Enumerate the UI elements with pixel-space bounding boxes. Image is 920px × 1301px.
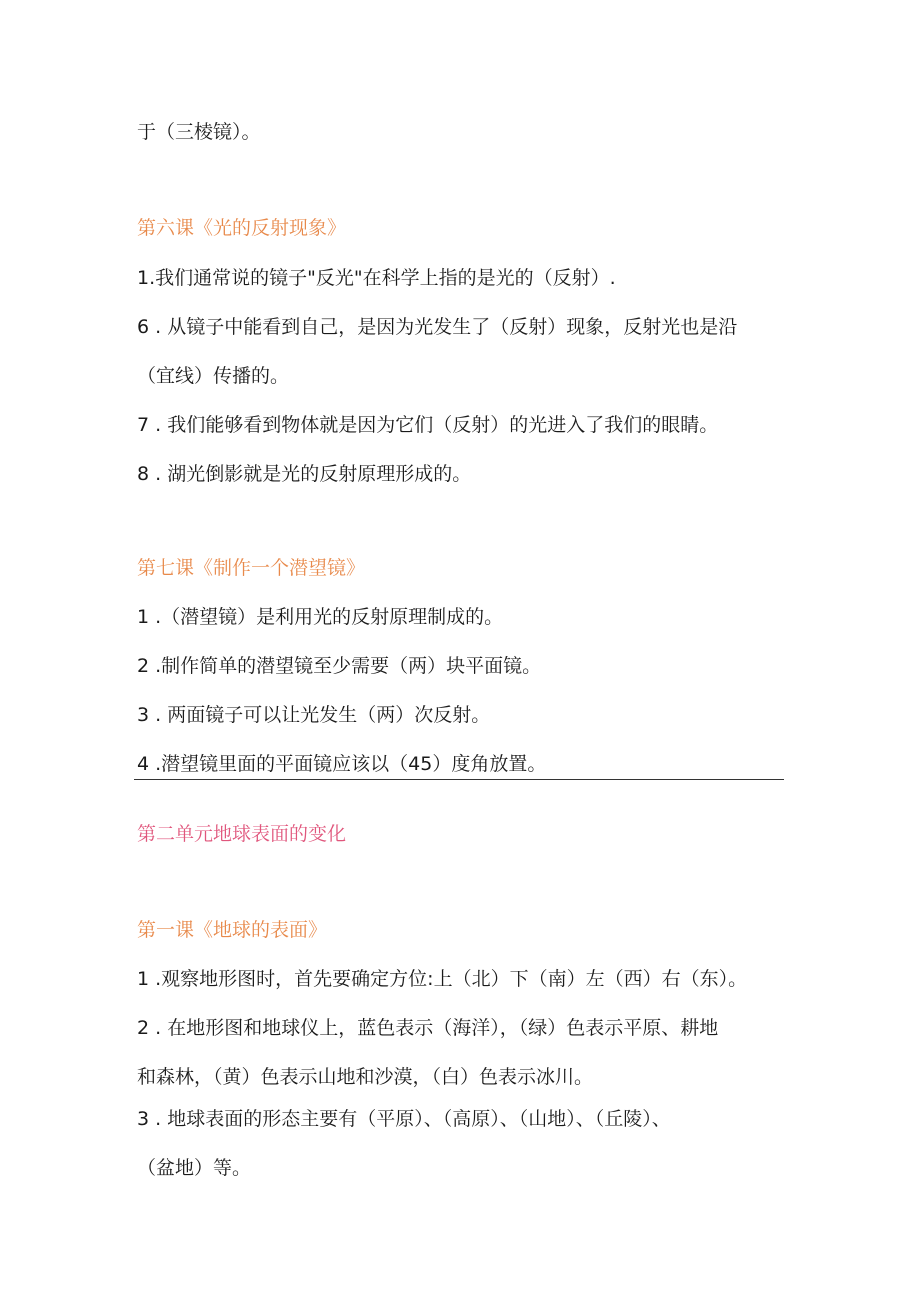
lesson7-item-4: 4 .潜望镜里面的平面镜应该以（45）度角放置。 (137, 753, 547, 775)
lesson1-item-2-cont: 和森林，（黄）色表示山地和沙漠，（白）色表示冰川。 (137, 1066, 594, 1088)
lesson7-item-2: 2 .制作简单的潜望镜至少需要（两）块平面镜。 (137, 655, 542, 677)
lesson7-title: 第七课《制作一个潜望镜》 (137, 557, 366, 579)
lesson1-item-3: 3 . 地球表面的形态主要有（平原）、（高原）、（山地）、（丘陵）、 (137, 1108, 671, 1130)
lesson1-title: 第一课《地球的表面》 (137, 919, 328, 941)
lesson6-item-2: 6 . 从镜子中能看到自己，是因为光发生了（反射）现象，反射光也是沿 (137, 316, 738, 338)
lesson7-item-1: 1 .（潜望镜）是利用光的反射原理制成的。 (137, 606, 504, 628)
lesson6-item-2-cont: （宜线）传播的。 (137, 365, 290, 387)
top-fragment-text: 于（三棱镜）。 (137, 121, 261, 143)
lesson1-item-2: 2 . 在地形图和地球仪上，蓝色表示（海洋），（绿）色表示平原、耕地 (137, 1017, 719, 1039)
section-divider (134, 779, 784, 780)
lesson1-item-1: 1 .观察地形图时，首先要确定方位:上（北）下（南）左（西）右（东）。 (137, 968, 748, 990)
lesson6-item-1: 1.我们通常说的镜子"反光"在科学上指的是光的（反射）. (137, 267, 616, 289)
lesson6-title: 第六课《光的反射现象》 (137, 217, 347, 239)
lesson6-item-4: 8 . 湖光倒影就是光的反射原理形成的。 (137, 463, 472, 485)
unit2-title: 第二单元地球表面的变化 (137, 823, 347, 845)
lesson7-item-3: 3 . 两面镜子可以让光发生（两）次反射。 (137, 704, 491, 726)
lesson6-item-3: 7 . 我们能够看到物体就是因为它们（反射）的光进入了我们的眼睛。 (137, 414, 719, 436)
lesson1-item-3-cont: （盆地）等。 (137, 1157, 252, 1179)
